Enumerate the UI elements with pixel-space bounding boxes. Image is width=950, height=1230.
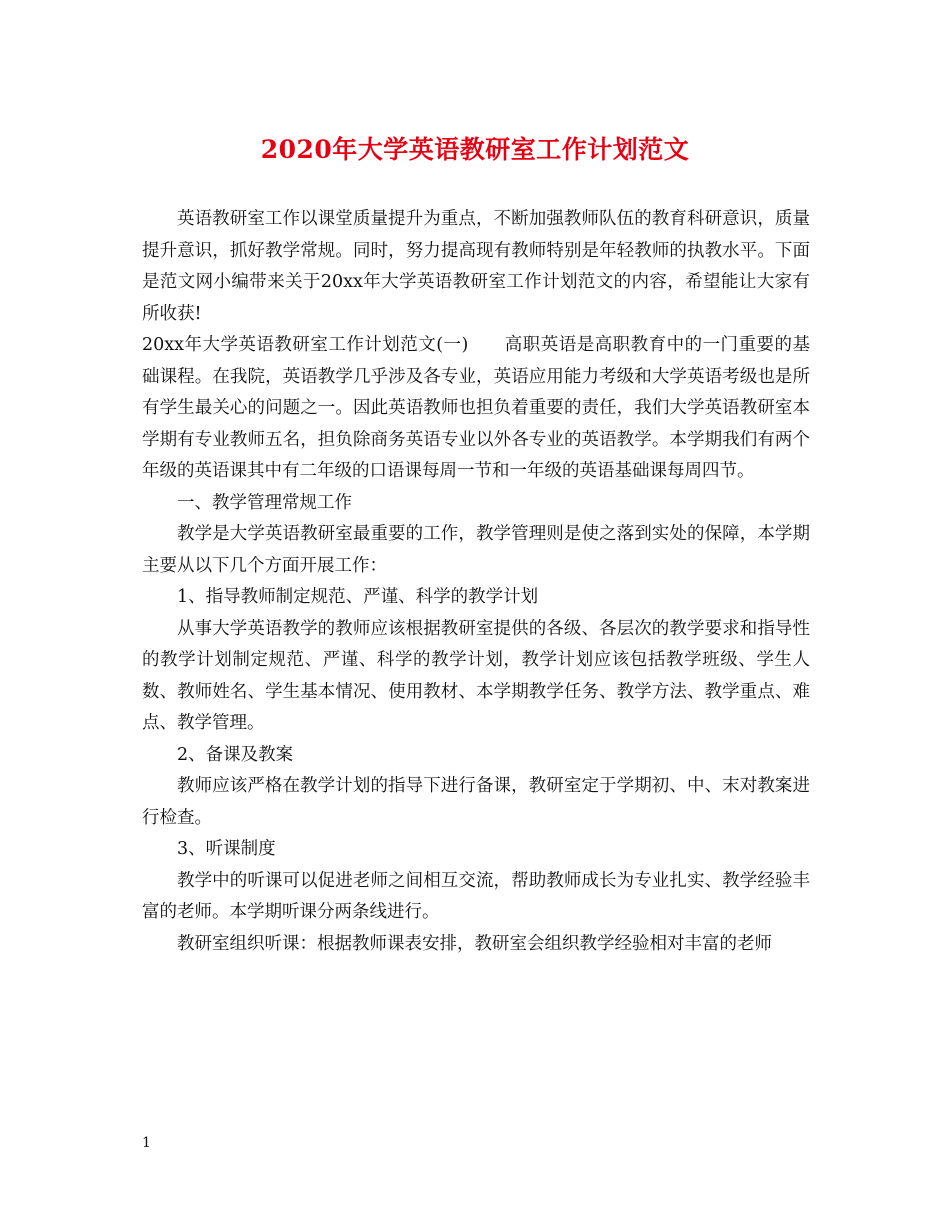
paragraph-organized-observation: 教研室组织听课：根据教师课表安排，教研室会组织教学经验相对丰富的老师	[177, 933, 772, 954]
paragraph-lesson-prep: 教师应该严格在教学计划的指导下进行备课，教研室定于学期初、中、末对教案进行检查。	[142, 776, 810, 828]
heading-observation: 3、听课制度	[177, 839, 276, 859]
document-title: 2020年大学英语教研室工作计划范文	[260, 135, 690, 164]
heading-teaching-management: 一、教学管理常规工作	[177, 492, 352, 513]
paragraph-observation: 教学中的听课可以促进老师之间相互交流，帮助教师成长为专业扎实、教学经验丰富的老师。本学期听课分两条线进行。	[142, 870, 810, 922]
paragraph-teaching-management: 教学是大学英语教研室最重要的工作，教学管理则是使之落到实处的保障，本学期主要从以下几个方面开展工作：	[142, 524, 810, 576]
heading-lesson-prep: 2、备课及教案	[177, 744, 294, 765]
paragraph-teaching-plan: 从事大学英语教学的教师应该根据教研室提供的各级、各层次的教学要求和指导性的教学计划制定规范、严谨、科学的教学计划，教学计划应该包括教学班级、学生人数、教师姓名、学生基本情况、使用教材、本学期教学任务、教学方法、教学重点、难点、教学管理。	[142, 618, 810, 733]
paragraph-section-1: 20xx年大学英语教研室工作计划范文(一) 高职英语是高职教育中的一门重要的基础课程。在我院，英语教学几乎涉及各专业，英语应用能力考级和大学英语考级也是所有学生最关心的问题之一。因此英语教师也担负着重要的责任，我们大学英语教研室本学期有专业教师五名，担负除商务英语专业以外各专业的英语教学。本学期我们有两个年级的英语课其中有二年级的口语课每周一节和一年级的英语基础课每周四节。	[142, 335, 810, 481]
page-number: 1	[142, 1135, 151, 1151]
paragraph-intro: 英语教研室工作以课堂质量提升为重点，不断加强教师队伍的教育科研意识，质量提升意识，抓好教学常规。同时，努力提高现有教师特别是年轻教师的执教水平。下面是范文网小编带来关于20xx年大学英语教研室工作计划范文的内容，希望能让大家有所收获!	[142, 209, 810, 324]
document-body	[142, 204, 810, 960]
heading-teaching-plan: 1、指导教师制定规范、严谨、科学的教学计划	[177, 587, 539, 607]
